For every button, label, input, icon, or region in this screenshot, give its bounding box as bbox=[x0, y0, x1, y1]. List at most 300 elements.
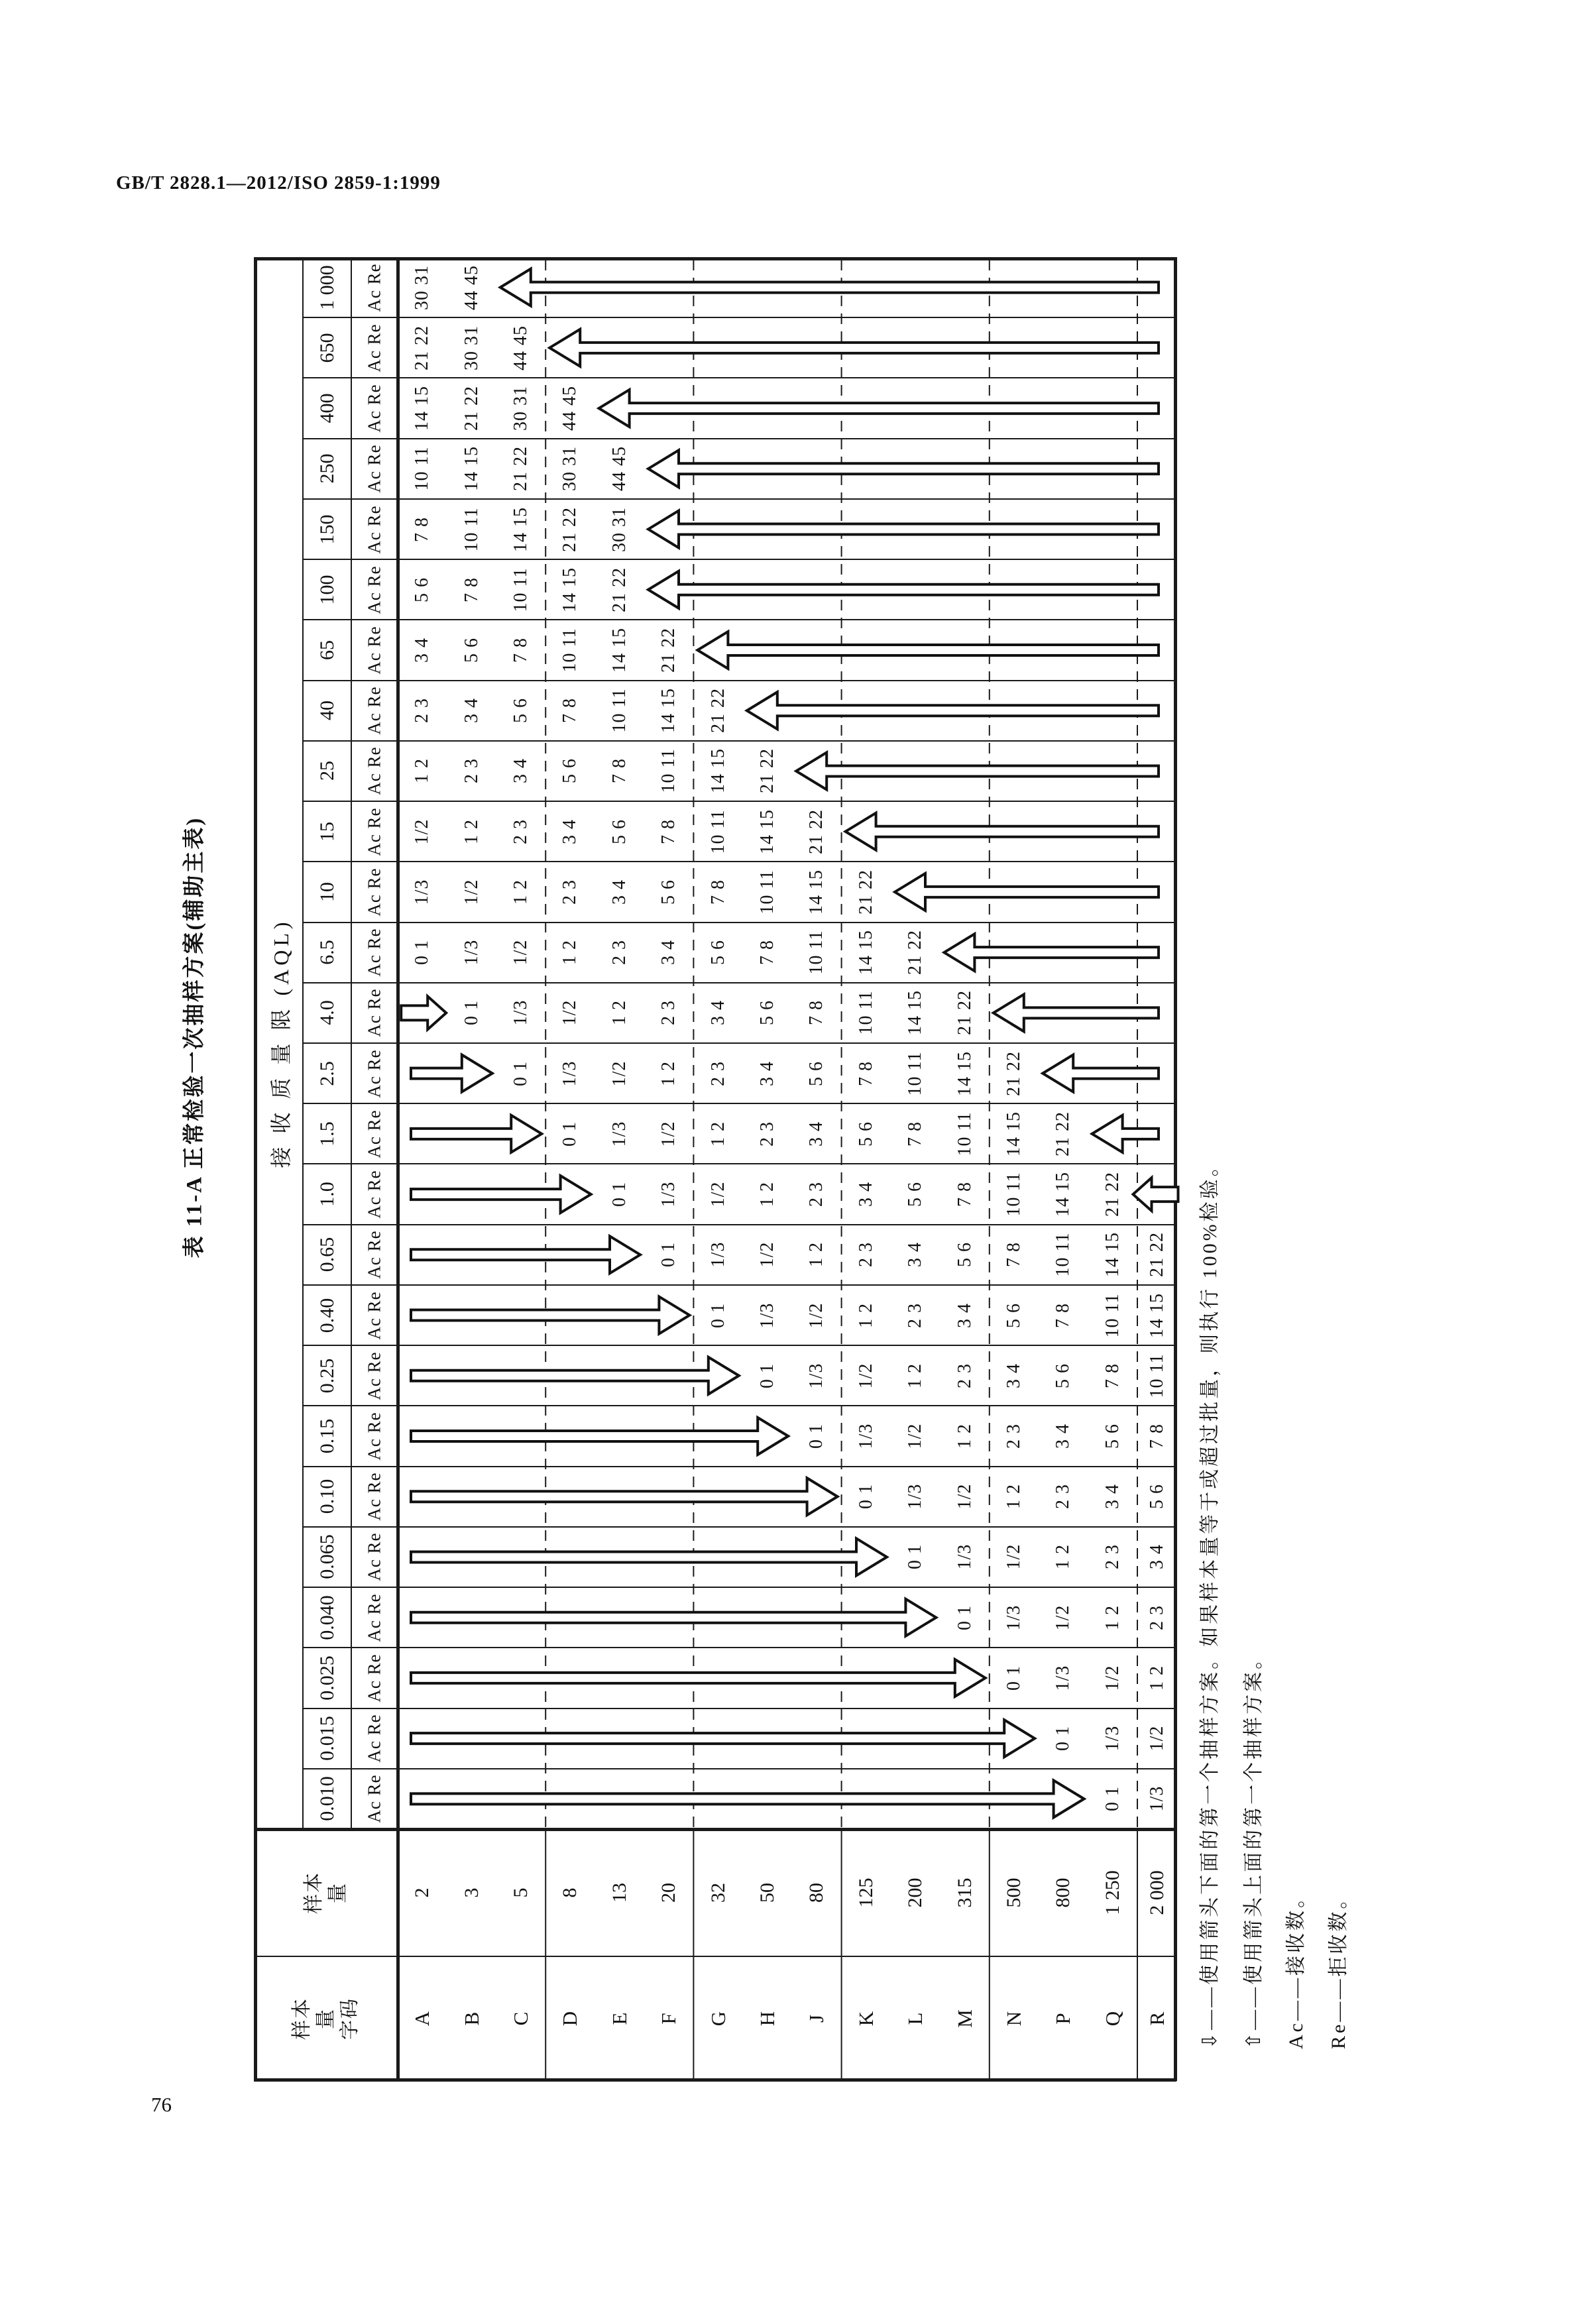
plan-cell: 7 8 bbox=[905, 1121, 926, 1147]
page-number: 76 bbox=[151, 2093, 172, 2116]
plan-cell: 21 22 bbox=[905, 930, 926, 976]
plan-cell: 1/3 bbox=[806, 1363, 827, 1389]
plan-cell: 1/3 bbox=[954, 1544, 975, 1570]
use-plan-above-arrow-icon bbox=[1043, 1055, 1159, 1092]
aql-label: 0.65 bbox=[315, 1237, 338, 1272]
sample-size-cell: 80 bbox=[805, 1883, 828, 1903]
use-plan-above-arrow-icon bbox=[1133, 1178, 1178, 1211]
plan-cell: 0 1 bbox=[905, 1544, 926, 1570]
plan-cell: 14 15 bbox=[905, 990, 926, 1036]
plan-cell: 2 3 bbox=[658, 1000, 679, 1026]
use-plan-above-arrow-icon bbox=[648, 571, 1159, 608]
plan-cell: 2 3 bbox=[510, 818, 531, 844]
code-letter-cell: F bbox=[657, 2013, 681, 2025]
plan-cell: 10 11 bbox=[806, 930, 827, 975]
plan-cell: 0 1 bbox=[461, 1000, 482, 1026]
plan-cell: 21 22 bbox=[1102, 1172, 1123, 1217]
aql-label: 0.40 bbox=[315, 1298, 338, 1333]
use-plan-below-arrow-icon bbox=[411, 1055, 492, 1092]
plan-cell: 1 2 bbox=[806, 1242, 827, 1268]
plan-cell: 7 8 bbox=[461, 577, 482, 602]
plan-cell: 14 15 bbox=[954, 1050, 975, 1096]
plan-cell: 3 4 bbox=[1102, 1484, 1123, 1510]
use-plan-above-arrow-icon bbox=[549, 329, 1159, 366]
code-letter-cell: H bbox=[756, 2011, 779, 2027]
use-plan-below-arrow-icon bbox=[411, 1176, 591, 1213]
aql-label: 0.065 bbox=[315, 1534, 338, 1580]
plan-cell: 1/3 bbox=[412, 879, 433, 905]
use-plan-above-arrow-icon bbox=[599, 390, 1159, 427]
plan-cell: 1 2 bbox=[461, 818, 482, 844]
ac-re-header: Ac Re bbox=[364, 686, 384, 735]
aql-label: 0.10 bbox=[315, 1479, 338, 1514]
plan-cell: 1 2 bbox=[559, 940, 581, 966]
plan-cell: 14 15 bbox=[1053, 1172, 1074, 1217]
code-letter-cell: Q bbox=[1100, 2011, 1124, 2027]
plan-cell: 1 2 bbox=[757, 1182, 777, 1207]
plan-cell: 1 2 bbox=[608, 1000, 630, 1026]
plan-cell: 10 11 bbox=[757, 869, 777, 915]
plan-cell: 7 8 bbox=[510, 638, 531, 663]
ac-re-header: Ac Re bbox=[364, 262, 384, 312]
use-plan-above-arrow-icon bbox=[944, 934, 1159, 971]
plan-cell: 1/2 bbox=[412, 818, 433, 845]
plan-cell: 5 6 bbox=[658, 879, 679, 905]
legend-line: ⇧——使用箭头上面的第一个抽样方案。 bbox=[1243, 1646, 1265, 2049]
ac-re-header: Ac Re bbox=[364, 868, 384, 917]
plan-cell: 14 15 bbox=[757, 809, 777, 854]
plan-cell: 5 6 bbox=[954, 1242, 975, 1268]
aql-label: 0.015 bbox=[315, 1716, 338, 1761]
plan-cell: 10 11 bbox=[412, 446, 433, 491]
ac-re-header: Ac Re bbox=[364, 1593, 384, 1642]
plan-cell: 3 4 bbox=[806, 1121, 827, 1147]
use-plan-below-arrow-icon bbox=[411, 1720, 1035, 1757]
plan-cell: 5 6 bbox=[1003, 1302, 1024, 1328]
aql-label: 650 bbox=[315, 333, 338, 363]
plan-cell: 21 22 bbox=[757, 748, 777, 794]
aql-label: 10 bbox=[315, 881, 338, 902]
use-plan-below-arrow-icon bbox=[401, 996, 446, 1029]
legend-line: Ac——接收数。 bbox=[1285, 1885, 1307, 2049]
plan-cell: 14 15 bbox=[608, 628, 630, 673]
sample-size-cell: 32 bbox=[707, 1883, 729, 1903]
plan-cell: 44 45 bbox=[559, 386, 581, 431]
plan-cell: 21 22 bbox=[510, 446, 531, 492]
ac-re-header: Ac Re bbox=[364, 1472, 384, 1521]
code-letter-cell: M bbox=[952, 2009, 976, 2028]
plan-cell: 3 4 bbox=[608, 879, 630, 905]
aql-label: 1 000 bbox=[315, 264, 338, 310]
plan-cell: 2 3 bbox=[461, 758, 482, 784]
plan-cell: 1/2 bbox=[1102, 1665, 1123, 1691]
aql-banner: 接 收 质 量 限 (AQL) bbox=[269, 918, 293, 1168]
plan-cell: 7 8 bbox=[658, 818, 679, 844]
plan-cell: 10 11 bbox=[658, 748, 679, 793]
plan-cell: 14 15 bbox=[559, 567, 581, 612]
plan-cell: 1/2 bbox=[461, 879, 482, 905]
sample-size-cell: 5 bbox=[510, 1887, 532, 1898]
plan-cell: 7 8 bbox=[412, 516, 433, 542]
ac-re-header: Ac Re bbox=[364, 1532, 384, 1582]
plan-cell: 1 2 bbox=[707, 1121, 728, 1147]
row-header-sample-size-line: 样本 bbox=[302, 1872, 325, 1914]
plan-cell: 21 22 bbox=[608, 567, 630, 612]
aql-label: 400 bbox=[315, 393, 338, 423]
use-plan-below-arrow-icon bbox=[411, 1538, 887, 1575]
plan-cell: 2 3 bbox=[559, 879, 581, 905]
plan-cell: 1/2 bbox=[757, 1241, 777, 1268]
plan-cell: 5 6 bbox=[1102, 1424, 1123, 1449]
aql-label: 15 bbox=[315, 821, 338, 842]
plan-cell: 10 11 bbox=[855, 990, 876, 1035]
aql-label: 6.5 bbox=[315, 940, 338, 965]
plan-cell: 44 45 bbox=[608, 446, 630, 492]
plan-cell: 2 3 bbox=[855, 1242, 876, 1268]
sample-size-cell: 125 bbox=[854, 1877, 877, 1908]
standard-number-header: GB/T 2828.1—2012/ISO 2859-1:1999 bbox=[116, 172, 441, 194]
row-header-code-letter-line: 量 bbox=[314, 2008, 337, 2029]
plan-cell: 1/3 bbox=[1102, 1725, 1123, 1752]
ac-re-header: Ac Re bbox=[364, 384, 384, 433]
plan-cell: 2 3 bbox=[806, 1182, 827, 1207]
plan-cell: 1/2 bbox=[1053, 1604, 1074, 1631]
aql-label: 1.0 bbox=[315, 1182, 338, 1207]
aql-label: 0.010 bbox=[315, 1776, 338, 1822]
plan-cell: 0 1 bbox=[412, 940, 433, 966]
aql-label: 250 bbox=[315, 453, 338, 484]
plan-cell: 1/2 bbox=[1003, 1544, 1024, 1570]
plan-cell: 5 6 bbox=[757, 1000, 777, 1026]
sample-size-cell: 1 250 bbox=[1101, 1870, 1123, 1915]
plan-cell: 21 22 bbox=[1146, 1232, 1167, 1278]
plan-cell: 1/3 bbox=[1146, 1785, 1167, 1812]
plan-cell: 21 22 bbox=[806, 809, 827, 854]
plan-cell: 7 8 bbox=[757, 940, 777, 966]
code-letter-cell: K bbox=[854, 2011, 878, 2027]
plan-cell: 7 8 bbox=[1146, 1424, 1167, 1449]
plan-cell: 0 1 bbox=[510, 1060, 531, 1086]
plan-cell: 7 8 bbox=[608, 758, 630, 784]
plan-cell: 21 22 bbox=[658, 628, 679, 673]
plan-cell: 5 6 bbox=[510, 698, 531, 724]
use-plan-below-arrow-icon bbox=[411, 1599, 936, 1636]
plan-cell: 21 22 bbox=[559, 506, 581, 552]
use-plan-below-arrow-icon bbox=[411, 1115, 542, 1152]
plan-cell: 1 2 bbox=[658, 1060, 679, 1086]
plan-cell: 21 22 bbox=[412, 325, 433, 370]
plan-cell: 1/3 bbox=[855, 1423, 876, 1449]
plan-cell: 3 4 bbox=[461, 698, 482, 724]
plan-cell: 5 6 bbox=[608, 818, 630, 844]
use-plan-above-arrow-icon bbox=[895, 873, 1159, 911]
aql-label: 100 bbox=[315, 575, 338, 605]
plan-cell: 1/2 bbox=[954, 1483, 975, 1510]
plan-cell: 1/2 bbox=[559, 999, 581, 1026]
ac-re-header: Ac Re bbox=[364, 504, 384, 554]
plan-cell: 0 1 bbox=[1102, 1786, 1123, 1812]
aql-label: 65 bbox=[315, 640, 338, 660]
use-plan-above-arrow-icon bbox=[697, 632, 1159, 669]
ac-re-header: Ac Re bbox=[364, 988, 384, 1037]
plan-cell: 2 3 bbox=[1146, 1604, 1167, 1630]
plan-cell: 5 6 bbox=[707, 940, 728, 966]
plan-cell: 10 11 bbox=[510, 567, 531, 612]
use-plan-above-arrow-icon bbox=[648, 450, 1159, 487]
plan-cell: 10 11 bbox=[1102, 1293, 1123, 1338]
plan-cell: 1/3 bbox=[461, 939, 482, 966]
row-header-sample-size bbox=[302, 1872, 350, 1914]
sample-size-cell: 800 bbox=[1052, 1877, 1074, 1908]
use-plan-above-arrow-icon bbox=[1092, 1115, 1159, 1152]
code-letter-cell: J bbox=[805, 2014, 828, 2023]
plan-cell: 2 3 bbox=[757, 1121, 777, 1147]
plan-cell: 14 15 bbox=[658, 688, 679, 734]
plan-cell: 1/2 bbox=[707, 1181, 728, 1207]
plan-cell: 3 4 bbox=[905, 1242, 926, 1268]
ac-re-header: Ac Re bbox=[364, 565, 384, 614]
ac-re-header: Ac Re bbox=[364, 323, 384, 372]
plan-cell: 0 1 bbox=[1053, 1726, 1074, 1752]
ac-re-header: Ac Re bbox=[364, 444, 384, 493]
ac-re-header: Ac Re bbox=[364, 928, 384, 977]
plan-cell: 2 3 bbox=[608, 940, 630, 966]
plan-cell: 2 3 bbox=[1053, 1484, 1074, 1510]
plan-cell: 7 8 bbox=[954, 1182, 975, 1207]
plan-cell: 1 2 bbox=[1053, 1544, 1074, 1570]
aql-label: 0.040 bbox=[315, 1595, 338, 1640]
sample-size-cell: 3 bbox=[460, 1887, 483, 1898]
row-header-code-letter-line: 样本 bbox=[290, 1997, 313, 2040]
plan-cell: 14 15 bbox=[461, 446, 482, 492]
plan-cell: 3 4 bbox=[1146, 1544, 1167, 1570]
plan-cell: 1 2 bbox=[855, 1302, 876, 1328]
sample-size-cell: 2 000 bbox=[1145, 1870, 1168, 1915]
code-letter-cell: N bbox=[1002, 2011, 1025, 2027]
plan-cell: 21 22 bbox=[707, 688, 728, 734]
plan-cell: 7 8 bbox=[1003, 1242, 1024, 1268]
code-letter-cell: L bbox=[903, 2012, 927, 2025]
plan-cell: 1/2 bbox=[510, 939, 531, 966]
ac-re-header: Ac Re bbox=[364, 1714, 384, 1763]
sample-size-cell: 50 bbox=[756, 1883, 778, 1903]
plan-cell: 1/3 bbox=[1003, 1604, 1024, 1631]
plan-cell: 3 4 bbox=[658, 940, 679, 966]
ac-re-header: Ac Re bbox=[364, 1351, 384, 1400]
plan-cell: 2 3 bbox=[1102, 1544, 1123, 1570]
use-plan-above-arrow-icon bbox=[796, 752, 1159, 789]
plan-cell: 7 8 bbox=[1102, 1363, 1123, 1388]
plan-cell: 0 1 bbox=[954, 1604, 975, 1630]
plan-cell: 14 15 bbox=[855, 930, 876, 976]
plan-cell: 0 1 bbox=[707, 1302, 728, 1328]
use-plan-above-arrow-icon bbox=[846, 813, 1159, 850]
plan-cell: 1/3 bbox=[608, 1121, 630, 1147]
aql-label: 25 bbox=[315, 761, 338, 781]
plan-cell: 1/3 bbox=[1053, 1665, 1074, 1691]
plan-cell: 10 11 bbox=[707, 809, 728, 854]
code-letter-cell: C bbox=[509, 2011, 532, 2026]
plan-cell: 0 1 bbox=[559, 1121, 581, 1147]
plan-cell: 1/3 bbox=[559, 1060, 581, 1086]
sample-size-cell: 500 bbox=[1003, 1877, 1025, 1908]
ac-re-header: Ac Re bbox=[364, 1230, 384, 1279]
plan-cell: 3 4 bbox=[757, 1060, 777, 1086]
plan-cell: 3 4 bbox=[707, 1000, 728, 1026]
plan-cell: 30 31 bbox=[412, 264, 433, 310]
code-letter-cell: A bbox=[410, 2011, 434, 2027]
plan-cell: 21 22 bbox=[1053, 1111, 1074, 1156]
plan-cell: 21 22 bbox=[855, 869, 876, 915]
plan-cell: 7 8 bbox=[707, 879, 728, 905]
plan-cell: 1/2 bbox=[608, 1060, 630, 1086]
sample-size-cell: 8 bbox=[559, 1887, 581, 1898]
plan-cell: 1/3 bbox=[757, 1302, 777, 1328]
row-header-sample-size-line: 量 bbox=[326, 1882, 349, 1903]
plan-cell: 30 31 bbox=[608, 506, 630, 552]
sample-size-cell: 2 bbox=[411, 1887, 433, 1898]
ac-re-header: Ac Re bbox=[364, 1290, 384, 1340]
aql-label: 4.0 bbox=[315, 1000, 338, 1026]
plan-cell: 2 3 bbox=[954, 1363, 975, 1388]
plan-cell: 3 4 bbox=[954, 1302, 975, 1328]
aql-label: 150 bbox=[315, 514, 338, 545]
plan-cell: 14 15 bbox=[412, 386, 433, 431]
plan-cell: 1/3 bbox=[905, 1483, 926, 1510]
plan-cell: 5 6 bbox=[855, 1121, 876, 1147]
plan-cell: 10 11 bbox=[608, 688, 630, 733]
plan-cell: 14 15 bbox=[1102, 1232, 1123, 1278]
code-letter-cell: R bbox=[1145, 2011, 1168, 2026]
plan-cell: 5 6 bbox=[461, 638, 482, 663]
ac-re-header: Ac Re bbox=[364, 1048, 384, 1098]
plan-cell: 30 31 bbox=[461, 325, 482, 370]
sample-size-cell: 200 bbox=[904, 1877, 927, 1908]
use-plan-above-arrow-icon bbox=[747, 692, 1159, 729]
use-plan-below-arrow-icon bbox=[411, 1236, 640, 1273]
ac-re-header: Ac Re bbox=[364, 746, 384, 796]
sample-size-cell: 13 bbox=[608, 1883, 630, 1903]
plan-cell: 1/2 bbox=[658, 1121, 679, 1147]
plan-cell: 3 4 bbox=[1053, 1424, 1074, 1449]
code-letter-cell: G bbox=[706, 2011, 730, 2027]
ac-re-header: Ac Re bbox=[364, 1170, 384, 1219]
plan-cell: 14 15 bbox=[806, 869, 827, 915]
plan-cell: 1 2 bbox=[905, 1363, 926, 1388]
plan-cell: 21 22 bbox=[461, 386, 482, 431]
plan-cell: 1/3 bbox=[707, 1241, 728, 1268]
aql-label: 40 bbox=[315, 700, 338, 721]
plan-cell: 1 2 bbox=[954, 1424, 975, 1449]
plan-cell: 30 31 bbox=[510, 386, 531, 431]
plan-cell: 14 15 bbox=[510, 506, 531, 552]
plan-cell: 1/2 bbox=[855, 1363, 876, 1389]
ac-re-header: Ac Re bbox=[364, 1412, 384, 1461]
plan-cell: 10 11 bbox=[1003, 1172, 1024, 1217]
plan-cell: 1/2 bbox=[905, 1423, 926, 1449]
plan-cell: 3 4 bbox=[1003, 1363, 1024, 1388]
plan-cell: 0 1 bbox=[658, 1242, 679, 1268]
plan-cell: 0 1 bbox=[1003, 1665, 1024, 1691]
plan-cell: 0 1 bbox=[608, 1182, 630, 1207]
plan-cell: 10 11 bbox=[1146, 1353, 1167, 1398]
ac-re-header: Ac Re bbox=[364, 807, 384, 856]
plan-cell: 14 15 bbox=[707, 748, 728, 794]
plan-cell: 0 1 bbox=[806, 1424, 827, 1449]
ac-re-header: Ac Re bbox=[364, 1774, 384, 1823]
use-plan-below-arrow-icon bbox=[411, 1418, 788, 1455]
plan-cell: 1/3 bbox=[510, 999, 531, 1026]
plan-cell: 7 8 bbox=[559, 698, 581, 724]
sample-size-cell: 20 bbox=[657, 1883, 680, 1903]
plan-cell: 3 4 bbox=[855, 1182, 876, 1207]
use-plan-below-arrow-icon bbox=[411, 1478, 838, 1515]
plan-cell: 2 3 bbox=[905, 1302, 926, 1328]
use-plan-above-arrow-icon bbox=[500, 269, 1159, 306]
plan-cell: 2 3 bbox=[412, 698, 433, 724]
plan-cell: 14 15 bbox=[1146, 1292, 1167, 1338]
aql-label: 2.5 bbox=[315, 1060, 338, 1086]
ac-re-header: Ac Re bbox=[364, 626, 384, 675]
aql-label: 0.25 bbox=[315, 1358, 338, 1394]
ac-re-header: Ac Re bbox=[364, 1109, 384, 1158]
plan-cell: 3 4 bbox=[412, 638, 433, 663]
plan-cell: 10 11 bbox=[559, 628, 581, 673]
row-header-code-letter bbox=[290, 1997, 362, 2040]
plan-cell: 0 1 bbox=[855, 1484, 876, 1510]
sample-size-cell: 315 bbox=[953, 1877, 976, 1908]
plan-cell: 10 11 bbox=[954, 1111, 975, 1156]
use-plan-above-arrow-icon bbox=[648, 511, 1159, 548]
aql-label: 1.5 bbox=[315, 1121, 338, 1147]
plan-cell: 21 22 bbox=[954, 990, 975, 1036]
plan-cell: 5 6 bbox=[412, 577, 433, 602]
plan-cell: 10 11 bbox=[1053, 1232, 1074, 1277]
code-letter-cell: E bbox=[607, 2012, 631, 2025]
use-plan-below-arrow-icon bbox=[411, 1357, 739, 1394]
plan-cell: 2 3 bbox=[707, 1060, 728, 1086]
code-letter-cell: D bbox=[558, 2011, 582, 2027]
plan-cell: 10 11 bbox=[461, 507, 482, 552]
legend-line: ⇩——使用箭头下面的第一个抽样方案。如果样本量等于或超过批量，则执行 100%检验。 bbox=[1199, 1154, 1221, 2049]
plan-cell: 1 2 bbox=[1003, 1484, 1024, 1510]
legend-line: Re——拒收数。 bbox=[1328, 1886, 1349, 2049]
plan-cell: 7 8 bbox=[806, 1000, 827, 1026]
ac-re-header: Ac Re bbox=[364, 1653, 384, 1703]
plan-cell: 3 4 bbox=[510, 758, 531, 784]
plan-cell: 1 2 bbox=[1102, 1604, 1123, 1630]
plan-cell: 1 2 bbox=[510, 879, 531, 905]
code-letter-cell: P bbox=[1051, 2013, 1075, 2025]
plan-cell: 14 15 bbox=[1003, 1111, 1024, 1156]
code-letter-cell: B bbox=[459, 2011, 483, 2026]
plan-cell: 44 45 bbox=[461, 264, 482, 310]
plan-cell: 0 1 bbox=[757, 1363, 777, 1388]
use-plan-above-arrow-icon bbox=[994, 994, 1159, 1031]
use-plan-below-arrow-icon bbox=[411, 1297, 689, 1334]
aql-label: 0.025 bbox=[315, 1655, 338, 1701]
plan-cell: 1 2 bbox=[1146, 1665, 1167, 1691]
plan-cell: 1/3 bbox=[658, 1181, 679, 1207]
plan-cell: 5 6 bbox=[806, 1060, 827, 1086]
plan-cell: 21 22 bbox=[1003, 1050, 1024, 1096]
plan-cell: 5 6 bbox=[559, 758, 581, 784]
plan-cell: 1/2 bbox=[1146, 1725, 1167, 1752]
plan-cell: 1 2 bbox=[412, 758, 433, 784]
plan-cell: 2 3 bbox=[1003, 1424, 1024, 1449]
table-title: 表 11-A 正常检验一次抽样方案(辅助主表) bbox=[182, 816, 207, 1259]
plan-cell: 5 6 bbox=[905, 1182, 926, 1207]
